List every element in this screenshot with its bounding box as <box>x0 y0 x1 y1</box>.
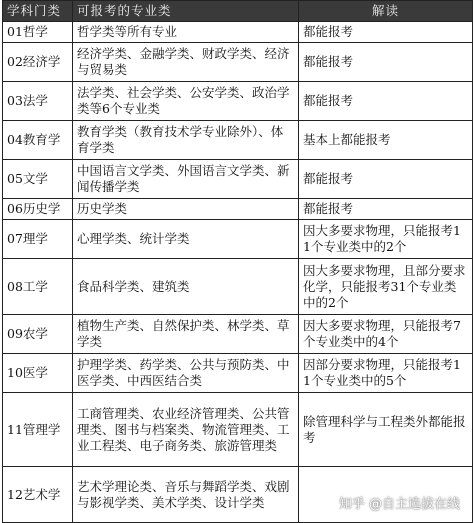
table-row <box>3 393 473 467</box>
table-row <box>3 82 473 121</box>
subject-cell: 11管理学 <box>3 393 73 467</box>
majors-cell: 哲学类等所有专业 <box>73 22 299 43</box>
majors-cell: 法学类、社会学类、公安学类、政治学类等6个专业类 <box>73 82 299 121</box>
note-cell: 都能报考 <box>299 160 473 199</box>
subject-cell: 02经济学 <box>3 43 73 82</box>
table-row <box>3 315 473 354</box>
major-eligibility-table <box>2 0 473 523</box>
majors-cell: 教育学类（教育技术学专业除外）、体育学类 <box>73 121 299 160</box>
majors-cell: 经济学类、金融学类、财政学类、经济与贸易类 <box>73 43 299 82</box>
table-row <box>3 259 473 315</box>
table-row <box>3 43 473 82</box>
majors-cell: 艺术学理论类、音乐与舞蹈学类、戏剧与影视学类、美术学类、设计学类 <box>73 467 299 523</box>
subject-cell: 10医学 <box>3 354 73 393</box>
subject-cell: 05文学 <box>3 160 73 199</box>
table-row <box>3 121 473 160</box>
subject-cell: 12艺术学 <box>3 467 73 523</box>
header-subject: 学科门类 <box>3 1 73 22</box>
table-header-row <box>3 1 473 22</box>
majors-cell: 植物生产类、自然保护类、林学类、草学类 <box>73 315 299 354</box>
table-row <box>3 354 473 393</box>
majors-cell: 食品科学类、建筑类 <box>73 259 299 315</box>
subject-cell: 07理学 <box>3 220 73 259</box>
subject-cell: 01哲学 <box>3 22 73 43</box>
header-majors: 可报考的专业类 <box>73 1 299 22</box>
table-row <box>3 199 473 220</box>
majors-cell: 心理学类、统计学类 <box>73 220 299 259</box>
note-cell: 都能报考 <box>299 199 473 220</box>
majors-cell: 中国语言文学类、外国语言文学类、新闻传播学类 <box>73 160 299 199</box>
subject-cell: 04教育学 <box>3 121 73 160</box>
header-note: 解读 <box>299 1 473 22</box>
table-row <box>3 220 473 259</box>
note-cell: 除管理科学与工程类外都能报考 <box>299 393 473 467</box>
subject-cell: 06历史学 <box>3 199 73 220</box>
subject-cell: 03法学 <box>3 82 73 121</box>
note-cell: 因大多要求物理，且部分要求化学，只能报考31个专业类中的2个 <box>299 259 473 315</box>
note-cell: 都能报考 <box>299 82 473 121</box>
watermark-text: 知乎 @自主选拔在线 <box>338 497 460 512</box>
table-row <box>3 160 473 199</box>
note-cell: 基本上都能报考 <box>299 121 473 160</box>
majors-cell: 历史学类 <box>73 199 299 220</box>
note-cell: 因部分要求物理，只能报考11个专业类中的5个 <box>299 354 473 393</box>
document-page <box>2 0 472 520</box>
table-row <box>3 22 473 43</box>
note-cell: 因大多要求物理，只能报考7个专业类中的4个 <box>299 315 473 354</box>
majors-cell: 工商管理类、农业经济管理类、公共管理类、图书与档案类、物流管理类、工业工程类、电子商务类、旅游管理类 <box>73 393 299 467</box>
note-cell: 都能报考 <box>299 43 473 82</box>
majors-cell: 护理学类、药学类、公共与预防类、中医学类、中西医结合类 <box>73 354 299 393</box>
subject-cell: 08工学 <box>3 259 73 315</box>
note-cell: 因大多要求物理，只能报考11个专业类中的2个 <box>299 220 473 259</box>
note-cell: 都能报考 <box>299 22 473 43</box>
subject-cell: 09农学 <box>3 315 73 354</box>
